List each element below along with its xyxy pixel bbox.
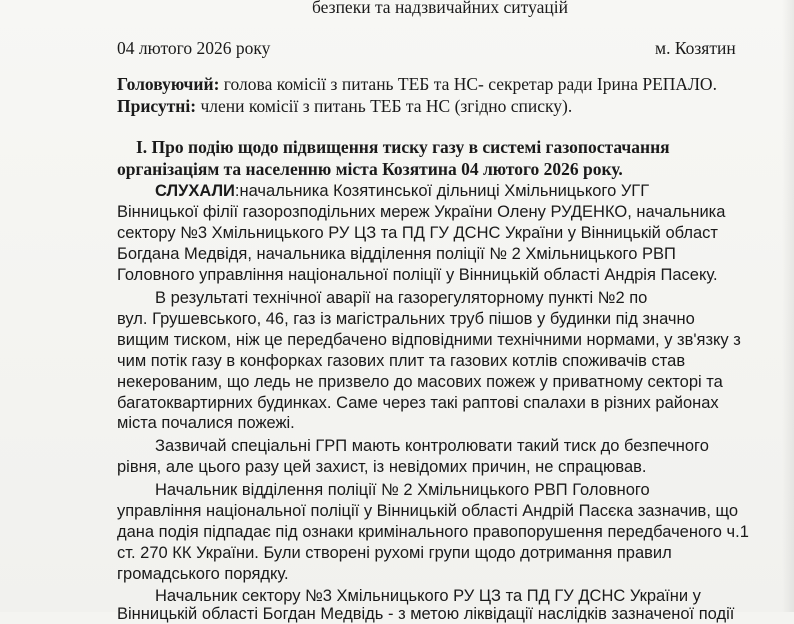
header-subtitle: безпеки та надзвичайних ситуацій (312, 0, 568, 17)
heard-text-1: :начальника Козятинської дільниці Хмільницького УГГ (234, 182, 650, 200)
p1-line-1: В результаті технічної аварії на газорегуляторному пункті №2 по (155, 289, 648, 307)
p3-line-4: ст. 270 КК України. Були створені рухомі групи щодо дотримання правил (117, 544, 672, 562)
p1-line-7: міста почалися пожежі. (117, 414, 295, 432)
section-title-line-2: організаціям та населенню міста Козятина 04 лютого 2026 року. (117, 159, 623, 179)
p2-line-2: рівня, але цього разу цей захист, із невідомих причин, не спрацював. (117, 458, 647, 476)
document-place: м. Козятин (655, 38, 736, 58)
p1-line-5: некерованим, що ледь не призвело до масових пожеж у приватному секторі та (117, 373, 723, 391)
document-date: 04 лютого 2026 року (117, 38, 271, 58)
p2-line-1: Зазвичай спеціальні ГРП мають контролювати такий тиск до безпечного (155, 437, 709, 455)
heard-line-5: Головного управління національної поліції у Вінницькій області Андрія Пасеку. (117, 266, 718, 284)
p3-line-3: дана подія підпадає під ознаки кримінального правопорушення передбаченого ч.1 (117, 523, 749, 541)
p4-line-1: Начальник сектору №3 Хмільницького РУ ЦЗ та ПД ГУ ДСНС України у (155, 587, 701, 605)
chair-line (117, 74, 717, 94)
chair-text: голова комісії з питань ТЕБ та НС- секретар ради Ірина РЕПАЛО. (219, 74, 717, 94)
present-line (117, 96, 572, 116)
heard-label: СЛУХАЛИ (155, 182, 235, 200)
heard-line-4: Богдана Медвідя, начальника відділення поліції № 2 Хмільницького РВП (117, 245, 676, 263)
p3-line-2: управління національної поліції у Вінницькій області Андрій Пасєка зазначив, що (117, 502, 739, 520)
present-text: члени комісії з питань ТЕБ та НС (згідно списку). (196, 96, 573, 116)
p3-line-1: Начальник відділення поліції № 2 Хмільницького РВП Головного (155, 481, 650, 499)
section-title-line-1: І. Про подію щодо підвищення тиску газу в системі газопостачання (136, 137, 670, 157)
p1-line-2: вул. Грушевського, 46, газ із магістральних труб пішов у будинки під значно (117, 310, 695, 328)
heard-line-1 (155, 181, 649, 201)
p1-line-4: чим потік газу в конфорках газових плит та газових котлів споживачів став (117, 352, 686, 370)
heard-line-2: Вінницької філії газорозподільних мереж України Олену РУДЕНКО, начальника (117, 203, 726, 221)
p3-line-5: громадського порядку. (117, 565, 289, 583)
p1-line-3: вищим тиском, ніж це передбачено відповідними технічними нормами, у зв'язку з (117, 331, 741, 349)
page-edge-shadow (782, 0, 794, 612)
present-label: Присутні: (117, 96, 197, 116)
heard-line-3: сектору №3 Хмільницького РУ ЦЗ та ПД ГУ ДСНС України у Вінницькій област (117, 224, 718, 242)
p4-line-2: Вінницькій області Богдан Медвідь - з метою ліквідації наслідків зазначеної події (117, 605, 735, 623)
p1-line-6: багатоквартирних будинках. Саме через такі раптові спалахи в різних районах (117, 394, 719, 412)
chair-label: Головуючий: (117, 74, 220, 94)
